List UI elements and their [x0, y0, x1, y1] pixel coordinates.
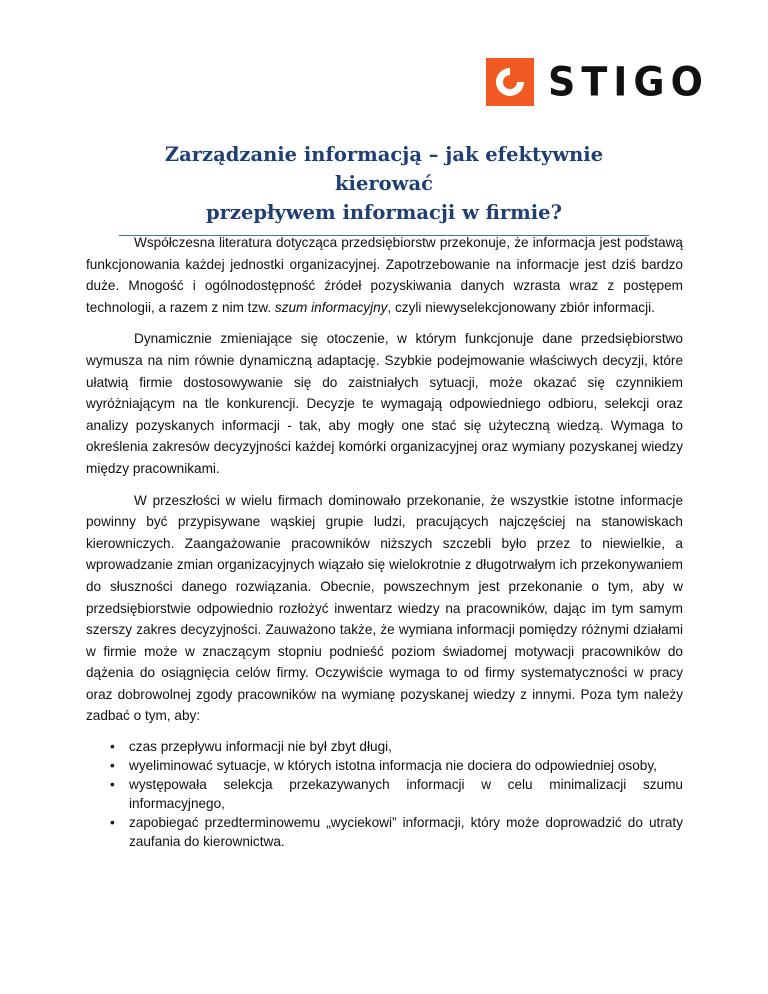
document-body: [86, 232, 683, 851]
bullet-icon: •: [110, 758, 115, 774]
list-item: [86, 813, 683, 851]
paragraph-1-text-a: Współczesna literatura dotycząca przedsiębiorstw przekonuje, że informacja jest podstawą funkcjonowania każdej jednostki organizacyjnej. Zapotrzebowanie na informacje jest dziś bardzo duże. Mnogość i ogólnodostępność źródeł pozyskiwania danych wzrasta wraz z postępem technologii, a razem z nim tzw.: [86, 235, 683, 315]
list-item-text: czas przepływu informacji nie był zbyt długi,: [129, 739, 392, 755]
bullet-icon: •: [110, 739, 115, 755]
document-title: [119, 140, 649, 236]
list-item: [86, 775, 683, 813]
bullet-list: [86, 737, 683, 851]
title-line-2: przepływem informacji w firmie?: [205, 201, 563, 224]
bullet-icon: •: [110, 777, 115, 793]
bullet-icon: •: [110, 815, 115, 831]
list-item: [86, 737, 683, 756]
paragraph-1: [86, 232, 683, 318]
list-item: [86, 756, 683, 775]
list-item-text: wyeliminować sytuacje, w których istotna informacja nie dociera do odpowiedniej osoby,: [129, 758, 657, 774]
paragraph-2: Dynamicznie zmieniające się otoczenie, w którym funkcjonuje dane przedsiębiorstwo wymusza na nim równie dynamiczną adaptację. Szybkie podejmowanie właściwych decyzji, które ułatwią firmie dostosowywanie się do zaistniałych sytuacji, może okazać się czynnikiem wyróżniającym na tle konkurencji. Decyzje te wymagają odpowiedniego odbioru, selekcji oraz analizy pozyskanych informacji - tak, aby mogły one stać się użyteczną wiedzą. Wymaga to określenia zakresów decyzyjności każdej komórki organizacyjnej oraz wymiany pozyskanej wiedzy między pracownikami.: [86, 331, 683, 476]
paragraph-1-text-b: , czyli niewyselekcjonowany zbiór informacji.: [387, 299, 655, 315]
stigo-logo-text: STIGO: [548, 58, 709, 106]
title-line-1: Zarządzanie informacją – jak efektywnie kierować: [164, 143, 604, 195]
paragraph-1-emphasis: szum informacyjny: [274, 299, 388, 315]
stigo-logo: [486, 58, 709, 106]
list-item-text: zapobiegać przedterminowemu „wyciekowi” informacji, który może doprowadzić do utraty zaufania do kierownictwa.: [129, 815, 683, 850]
paragraph-3: W przeszłości w wielu firmach dominowało przekonanie, że wszystkie istotne informacje powinny być przypisywane wąskiej grupie ludzi, pracujących najczęściej na stanowiskach kierowniczych. Zaangażowanie pracowników niższych szczebli było przez to niewielkie, a wprowadzanie zmian organizacyjnych wiązało się wielokrotnie z długotrwałym ich przekonywaniem do słuszności danego rozwiązania. Obecnie, powszechnym jest przekonanie o tym, aby w przedsiębiorstwie odpowiednio rozłożyć inwentarz wiedzy na pracowników, dając im tym samym szerszy zakres decyzyjności. Zauważono także, że wymiana informacji pomiędzy różnymi działami w firmie może w znaczącym stopniu podnieść poziom świadomej motywacji pracowników do dążenia do osiągnięcia celów firmy. Oczywiście wymaga to od firmy systematyczności w pracy oraz dobrowolnej zgody pracowników na wymianę pozyskanej wiedzy z innymi. Poza tym należy zadbać o tym, aby:: [86, 492, 683, 724]
stigo-logo-mark-icon: [486, 58, 534, 106]
list-item-text: występowała selekcja przekazywanych informacji w celu minimalizacji szumu informacyjnego,: [129, 777, 683, 812]
